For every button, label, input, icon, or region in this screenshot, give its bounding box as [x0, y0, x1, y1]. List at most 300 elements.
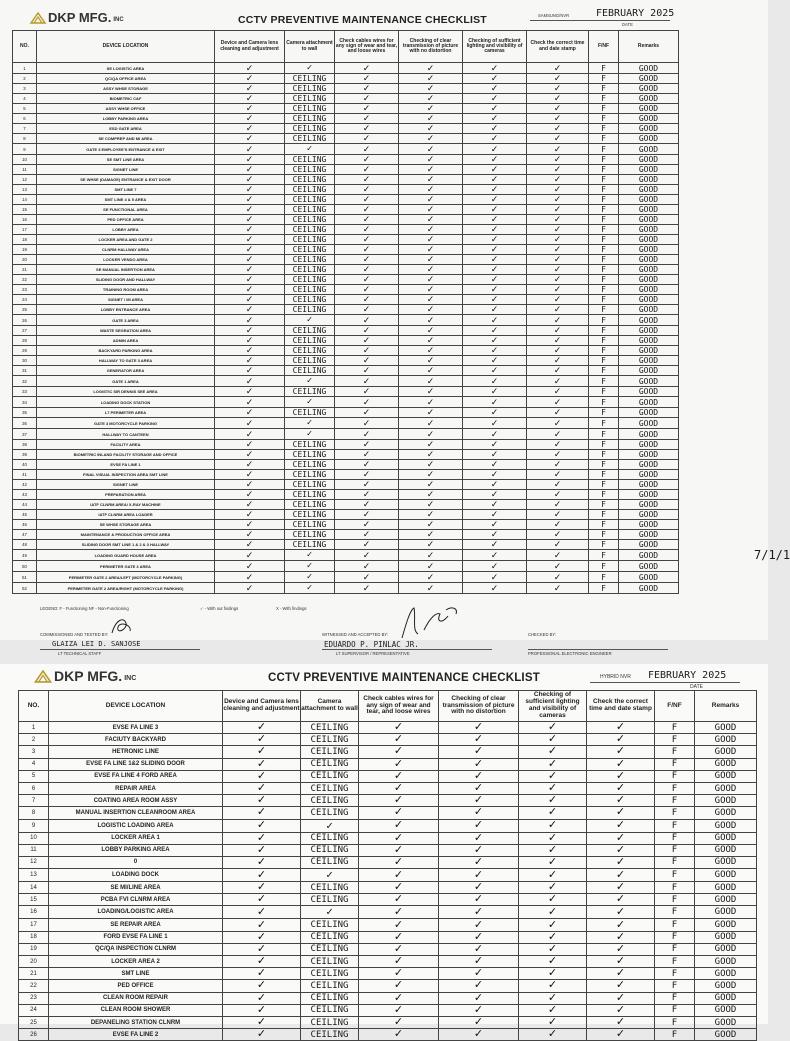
col-header-camera-attachment: Camera attachment to wall — [285, 31, 335, 63]
lighting-check-cell — [463, 408, 527, 418]
checkmark-icon: ✓ — [615, 806, 626, 819]
cables-check-cell — [335, 583, 399, 594]
camera-attachment-value: CEILING — [285, 295, 335, 305]
cables-check-cell — [335, 155, 399, 165]
timestamp-check-cell — [587, 758, 655, 770]
checkmark-icon: ✓ — [245, 284, 254, 294]
transmission-check-cell — [399, 205, 463, 215]
checkmark-icon: ✓ — [490, 234, 499, 244]
device-location: EVSE FA LINE 1 — [37, 460, 215, 470]
checkmark-icon: ✓ — [473, 1028, 484, 1041]
cables-check-cell — [335, 104, 399, 114]
checkmark-icon: ✓ — [256, 979, 267, 992]
checkmark-icon: ✓ — [393, 955, 404, 968]
checkmark-icon: ✓ — [615, 930, 626, 943]
checkmark-icon: ✓ — [547, 757, 558, 770]
fnf-value: F — [589, 155, 619, 165]
cables-check-cell — [335, 429, 399, 440]
timestamp-check-cell — [527, 175, 589, 185]
camera-attachment-value — [285, 397, 335, 408]
checkmark-icon: ✓ — [362, 355, 371, 365]
camera-attachment-value: CEILING — [285, 114, 335, 124]
remarks-value: GOOD — [695, 795, 757, 807]
side-handwritten-note: 7/1/1 — [754, 548, 790, 562]
checkmark-icon: ✓ — [426, 184, 435, 194]
date-value: FEBRUARY 2025 — [596, 8, 675, 19]
table-row — [13, 175, 679, 185]
timestamp-check-cell — [527, 561, 589, 572]
timestamp-check-cell — [527, 480, 589, 490]
transmission-check-cell — [399, 134, 463, 144]
lens-cleaning-cell — [223, 722, 301, 734]
cables-check-cell — [335, 336, 399, 346]
col-header-time-stamp: Check the correct time and date stamp — [587, 691, 655, 722]
checkmark-icon: ✓ — [256, 855, 267, 868]
checkmark-icon: ✓ — [393, 1028, 404, 1041]
fnf-value: F — [589, 114, 619, 124]
cables-check-cell — [335, 185, 399, 195]
remarks-value: GOOD — [619, 215, 679, 225]
fnf-value: F — [589, 215, 619, 225]
fnf-value: F — [589, 550, 619, 561]
table-row — [13, 205, 679, 215]
table-row — [13, 387, 679, 397]
cables-check-cell — [359, 807, 439, 819]
remarks-value: GOOD — [619, 305, 679, 315]
checkmark-icon: ✓ — [547, 794, 558, 807]
cables-check-cell — [335, 275, 399, 285]
table-header-row — [13, 31, 679, 63]
cables-check-cell — [359, 746, 439, 758]
table-row — [19, 906, 757, 919]
remarks-value: GOOD — [695, 832, 757, 844]
checkmark-icon: ✓ — [256, 893, 267, 906]
col-header-device-location: DEVICE LOCATION — [37, 31, 215, 63]
lens-cleaning-cell — [215, 326, 285, 336]
remarks-value: GOOD — [619, 470, 679, 480]
checkmark-icon: ✓ — [245, 529, 254, 539]
checkmark-icon: ✓ — [553, 103, 562, 113]
transmission-check-cell — [439, 931, 519, 943]
checkmark-icon: ✓ — [490, 560, 499, 571]
row-number: 49 — [13, 550, 37, 561]
checkmark-icon: ✓ — [615, 881, 626, 894]
table-row — [13, 134, 679, 144]
commissioned-name: GLAIZA LEI D. SANJOSE — [52, 640, 141, 648]
row-number: 18 — [13, 235, 37, 245]
cables-check-cell — [335, 450, 399, 460]
lens-cleaning-cell — [215, 500, 285, 510]
fnf-value: F — [589, 460, 619, 470]
lighting-check-cell — [519, 770, 587, 782]
checkmark-icon: ✓ — [553, 345, 562, 355]
table-row — [19, 931, 757, 943]
cables-check-cell — [335, 305, 399, 315]
checkmark-icon: ✓ — [362, 386, 371, 396]
checkmark-icon: ✓ — [306, 583, 313, 593]
camera-attachment-value: CEILING — [285, 510, 335, 520]
checkmark-icon: ✓ — [490, 489, 499, 499]
transmission-check-cell — [399, 275, 463, 285]
table-row — [13, 114, 679, 124]
fnf-value: F — [655, 931, 695, 943]
checkmark-icon: ✓ — [362, 549, 371, 560]
page-title: CCTV PREVENTIVE MAINTENANCE CHECKLIST — [268, 672, 540, 684]
remarks-value: GOOD — [695, 734, 757, 746]
device-location: PED OFFICE AREA — [37, 215, 215, 225]
checkmark-icon: ✓ — [473, 893, 484, 906]
cables-check-cell — [335, 387, 399, 397]
checkmark-icon: ✓ — [426, 345, 435, 355]
cables-check-cell — [359, 795, 439, 807]
transmission-check-cell — [399, 429, 463, 440]
checkmark-icon: ✓ — [362, 396, 371, 407]
camera-attachment-value: CEILING — [301, 1016, 359, 1028]
timestamp-check-cell — [527, 165, 589, 175]
cables-check-cell — [359, 832, 439, 844]
lighting-check-cell — [519, 807, 587, 819]
timestamp-check-cell — [587, 1016, 655, 1028]
cables-check-cell — [335, 460, 399, 470]
checkmark-icon: ✓ — [426, 439, 435, 449]
transmission-check-cell — [399, 295, 463, 305]
camera-attachment-value: CEILING — [285, 480, 335, 490]
lighting-check-cell — [463, 275, 527, 285]
transmission-check-cell — [399, 305, 463, 315]
fnf-value: F — [655, 956, 695, 968]
fnf-value: F — [589, 376, 619, 387]
device-location: DEPANELING STATION CLNRM — [49, 1016, 223, 1028]
transmission-check-cell — [439, 980, 519, 992]
checkmark-icon: ✓ — [245, 355, 254, 365]
checkmark-icon: ✓ — [362, 264, 371, 274]
checkmark-icon: ✓ — [553, 234, 562, 244]
timestamp-check-cell — [587, 856, 655, 868]
checkmark-icon: ✓ — [393, 930, 404, 943]
table-row — [13, 165, 679, 175]
fnf-value: F — [589, 225, 619, 235]
cables-check-cell — [335, 175, 399, 185]
transmission-check-cell — [439, 734, 519, 746]
transmission-check-cell — [439, 906, 519, 919]
checkmark-icon: ✓ — [245, 335, 254, 345]
col-header-no: NO. — [19, 691, 49, 722]
fnf-value: F — [589, 305, 619, 315]
remarks-value: GOOD — [619, 583, 679, 594]
timestamp-check-cell — [587, 956, 655, 968]
lens-cleaning-cell — [223, 943, 301, 955]
lighting-check-cell — [463, 540, 527, 550]
row-number: 36 — [13, 418, 37, 429]
lighting-check-cell — [519, 819, 587, 832]
checkmark-icon: ✓ — [547, 930, 558, 943]
table-row — [19, 968, 757, 980]
row-number: 15 — [19, 894, 49, 906]
lighting-check-cell — [463, 387, 527, 397]
timestamp-check-cell — [527, 540, 589, 550]
checkmark-icon: ✓ — [547, 782, 558, 795]
checkmark-icon: ✓ — [473, 733, 484, 746]
timestamp-check-cell — [527, 490, 589, 500]
checkmark-icon: ✓ — [245, 304, 254, 314]
table-row — [19, 869, 757, 882]
camera-attachment-value: CEILING — [301, 1029, 359, 1041]
transmission-check-cell — [399, 376, 463, 387]
table-row — [19, 722, 757, 734]
lighting-check-cell — [463, 315, 527, 326]
col-header-picture-transmission: Checking of clear transmission of picture with no distortion — [439, 691, 519, 722]
checkmark-icon: ✓ — [245, 143, 254, 154]
device-location: ASSY WHSE OFFICE — [37, 104, 215, 114]
checkmark-icon: ✓ — [553, 375, 562, 386]
lens-cleaning-cell — [215, 134, 285, 144]
table-row — [13, 265, 679, 275]
remarks-value: GOOD — [619, 540, 679, 550]
timestamp-check-cell — [527, 185, 589, 195]
transmission-check-cell — [399, 540, 463, 550]
checkmark-icon: ✓ — [256, 843, 267, 856]
checkmark-icon: ✓ — [245, 204, 254, 214]
table-row — [13, 460, 679, 470]
device-location: LOADING DOCK STATION — [37, 397, 215, 408]
cables-check-cell — [335, 366, 399, 376]
transmission-check-cell — [399, 418, 463, 429]
device-location: BIOMETRIC INLAND FACILITY STORAGE AND OFFICE — [37, 450, 215, 460]
row-number: 24 — [19, 1004, 49, 1016]
logo-suffix: INC — [113, 16, 124, 23]
row-number: 19 — [19, 943, 49, 955]
lens-cleaning-cell — [215, 124, 285, 134]
lighting-check-cell — [463, 225, 527, 235]
checkmark-icon: ✓ — [245, 345, 254, 355]
checkmark-icon: ✓ — [393, 819, 404, 831]
lighting-check-cell — [519, 906, 587, 919]
lighting-check-cell — [463, 144, 527, 155]
checkmark-icon: ✓ — [245, 174, 254, 184]
checkmark-icon: ✓ — [393, 782, 404, 795]
device-location: SE COMPREP AND MI AREA — [37, 134, 215, 144]
dkp-logo-icon — [34, 670, 52, 683]
table-row — [13, 84, 679, 94]
device-location: IATF CLNRM AREA/ X-RAY MACHINE — [37, 500, 215, 510]
row-number: 10 — [19, 832, 49, 844]
checkmark-icon: ✓ — [490, 274, 499, 284]
checkmark-icon: ✓ — [473, 955, 484, 968]
lens-cleaning-cell — [223, 931, 301, 943]
cables-check-cell — [359, 931, 439, 943]
cables-check-cell — [359, 894, 439, 906]
cables-check-cell — [335, 490, 399, 500]
checkmark-icon: ✓ — [393, 918, 404, 931]
fnf-value: F — [589, 440, 619, 450]
checkmark-icon: ✓ — [245, 449, 254, 459]
checkmark-icon: ✓ — [245, 113, 254, 123]
checkmark-icon: ✓ — [256, 967, 267, 980]
device-location: L7 PERIMETER AREA — [37, 408, 215, 418]
checkmark-icon: ✓ — [306, 572, 313, 582]
fnf-value: F — [589, 185, 619, 195]
timestamp-check-cell — [527, 144, 589, 155]
checkmark-icon: ✓ — [256, 1016, 267, 1029]
camera-attachment-value: CEILING — [301, 722, 359, 734]
checkmark-icon: ✓ — [490, 469, 499, 479]
checkmark-icon: ✓ — [393, 843, 404, 856]
device-location: CLNRM HALLWAY AREA — [37, 245, 215, 255]
table-row — [13, 346, 679, 356]
checkmark-icon: ✓ — [426, 325, 435, 335]
checkmark-icon: ✓ — [615, 942, 626, 955]
cables-check-cell — [335, 205, 399, 215]
camera-attachment-value: CEILING — [285, 155, 335, 165]
device-location: WASTE SEGRATION AREA — [37, 326, 215, 336]
transmission-check-cell — [399, 195, 463, 205]
table-row — [19, 758, 757, 770]
remarks-value: GOOD — [695, 943, 757, 955]
checkmark-icon: ✓ — [553, 143, 562, 154]
camera-attachment-value: CEILING — [285, 265, 335, 275]
fnf-value: F — [589, 134, 619, 144]
transmission-check-cell — [399, 450, 463, 460]
timestamp-check-cell — [587, 919, 655, 931]
remarks-value: GOOD — [695, 882, 757, 894]
table-row — [13, 215, 679, 225]
transmission-check-cell — [439, 856, 519, 868]
checkmark-icon: ✓ — [245, 93, 254, 103]
row-number: 3 — [19, 746, 49, 758]
table-row — [13, 326, 679, 336]
checkmark-icon: ✓ — [547, 1028, 558, 1041]
camera-attachment-value: CEILING — [301, 980, 359, 992]
camera-attachment-value: CEILING — [301, 943, 359, 955]
lens-cleaning-cell — [223, 819, 301, 832]
checkmark-icon: ✓ — [426, 62, 435, 73]
camera-attachment-value: CEILING — [285, 440, 335, 450]
timestamp-check-cell — [527, 305, 589, 315]
camera-attachment-value: CEILING — [301, 956, 359, 968]
table-row — [13, 63, 679, 74]
checkmark-icon: ✓ — [426, 234, 435, 244]
lens-cleaning-cell — [223, 746, 301, 758]
camera-attachment-value: CEILING — [301, 770, 359, 782]
checkmark-icon: ✓ — [553, 325, 562, 335]
cables-check-cell — [335, 356, 399, 366]
lens-cleaning-cell — [223, 968, 301, 980]
checkmark-icon: ✓ — [426, 396, 435, 407]
row-number: 46 — [13, 520, 37, 530]
fnf-value: F — [589, 245, 619, 255]
checkmark-icon: ✓ — [547, 1003, 558, 1016]
device-location: SMT LINE — [49, 968, 223, 980]
remarks-value: GOOD — [695, 770, 757, 782]
camera-attachment-value: CEILING — [285, 520, 335, 530]
camera-attachment-value: CEILING — [285, 356, 335, 366]
timestamp-check-cell — [587, 770, 655, 782]
checkmark-icon: ✓ — [426, 355, 435, 365]
lighting-check-cell — [463, 346, 527, 356]
row-number: 32 — [13, 376, 37, 387]
table-row — [13, 408, 679, 418]
lighting-check-cell — [463, 356, 527, 366]
remarks-value: GOOD — [695, 856, 757, 868]
checkmark-icon: ✓ — [426, 73, 435, 83]
transmission-check-cell — [439, 1029, 519, 1041]
checkmark-icon: ✓ — [245, 214, 254, 224]
commissioned-role: LT TECHNICAL STAFF — [58, 651, 102, 656]
fnf-value: F — [655, 819, 695, 832]
checkmark-icon: ✓ — [256, 819, 267, 831]
table-row — [19, 734, 757, 746]
checkmark-icon: ✓ — [553, 204, 562, 214]
lens-cleaning-cell — [223, 980, 301, 992]
checkmark-icon: ✓ — [426, 264, 435, 274]
row-number: 6 — [13, 114, 37, 124]
checkmark-icon: ✓ — [553, 386, 562, 396]
lens-cleaning-cell — [215, 205, 285, 215]
remarks-value: GOOD — [695, 819, 757, 832]
cables-check-cell — [335, 530, 399, 540]
remarks-value: GOOD — [619, 84, 679, 94]
lens-cleaning-cell — [215, 265, 285, 275]
device-location: LOBBY ENTRANCE AREA — [37, 305, 215, 315]
checkmark-icon: ✓ — [473, 769, 484, 782]
camera-attachment-value: CEILING — [285, 84, 335, 94]
checkmark-icon: ✓ — [256, 733, 267, 746]
transmission-check-cell — [399, 500, 463, 510]
col-header-lens-cleaning: Device and Camera lens cleaning and adjustment — [215, 31, 285, 63]
transmission-check-cell — [399, 265, 463, 275]
device-location: SLIDING DOOR SMT LINE 1 & 2 & 3 HALLWAY — [37, 540, 215, 550]
table-header-row — [19, 691, 757, 722]
lens-cleaning-cell — [215, 490, 285, 500]
cables-check-cell — [335, 195, 399, 205]
remarks-value: GOOD — [619, 225, 679, 235]
device-location: BACKYARD PARKING AREA — [37, 346, 215, 356]
transmission-check-cell — [399, 530, 463, 540]
device-location: ESD GATE AREA — [37, 124, 215, 134]
checkmark-icon: ✓ — [553, 214, 562, 224]
lens-cleaning-cell — [215, 530, 285, 540]
cables-check-cell — [359, 722, 439, 734]
checkmark-icon: ✓ — [245, 417, 254, 428]
checkmark-icon: ✓ — [362, 224, 371, 234]
checkmark-icon: ✓ — [362, 345, 371, 355]
col-header-lens-cleaning: Device and Camera lens cleaning and adjustment — [223, 691, 301, 722]
checkmark-icon: ✓ — [490, 113, 499, 123]
checkmark-icon: ✓ — [362, 254, 371, 264]
fnf-value: F — [655, 1016, 695, 1028]
camera-attachment-value: CEILING — [301, 1004, 359, 1016]
checkmark-icon: ✓ — [245, 164, 254, 174]
checkmark-icon: ✓ — [245, 234, 254, 244]
fnf-value: F — [589, 346, 619, 356]
checkmark-icon: ✓ — [362, 365, 371, 375]
lighting-check-cell — [519, 722, 587, 734]
checkmark-icon: ✓ — [553, 294, 562, 304]
timestamp-check-cell — [587, 832, 655, 844]
remarks-value: GOOD — [619, 104, 679, 114]
table-row — [13, 195, 679, 205]
transmission-check-cell — [399, 397, 463, 408]
col-header-picture-transmission: Checking of clear transmission of picture with no distortion — [399, 31, 463, 63]
remarks-value: GOOD — [695, 869, 757, 882]
transmission-check-cell — [399, 74, 463, 84]
row-number: 2 — [13, 74, 37, 84]
remarks-value: GOOD — [619, 450, 679, 460]
remarks-value: GOOD — [619, 94, 679, 104]
remarks-value: GOOD — [619, 63, 679, 74]
lens-cleaning-cell — [215, 245, 285, 255]
checkmark-icon: ✓ — [615, 979, 626, 992]
